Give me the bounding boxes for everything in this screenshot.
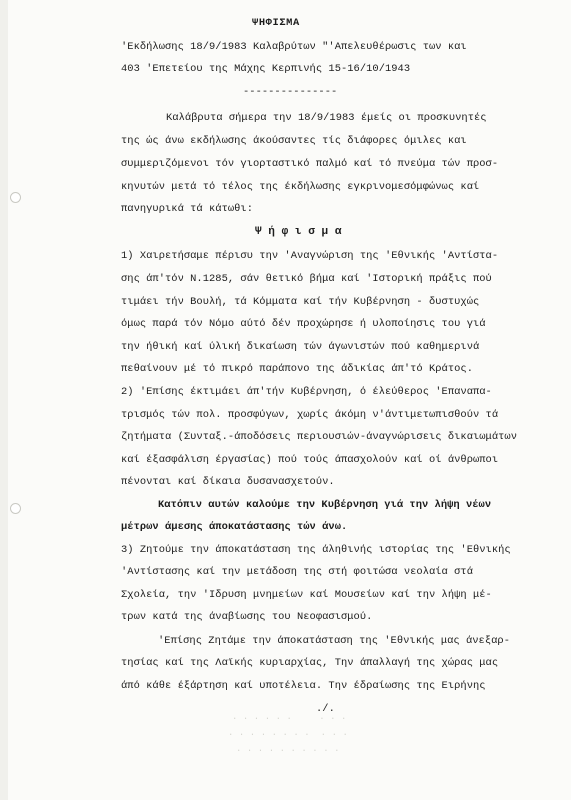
point-line: καί έξασφάλιση έργασίας) πού τούς άπασχολούν καί οί άνθρωποι [121,454,499,466]
final-line: άπό κάθε έξάρτηση καί υποτέλεια. Την έδραίωσης της Ειρήνης [121,680,486,692]
intro-line: κηνυτών μετά τό τέλος της έκδήλωσης εγκρινομεσόμφώνως καί [121,181,480,193]
point-line: όμως παρά τόν Νόμο αύτό δέν προχώρησε ή υλοποίησις του γιά [121,318,486,330]
point-line: 'Αντίστασης καί την μετάδοση της στή φοιτώσα νεολαία στά [121,566,473,578]
point-line: την ήθική καί ύλική δικαίωση τών άγωνιστών πού καθημερινά [121,341,480,353]
point-line: πεθαίνουν μέ τό πικρό παράπονο της άδικίας άπ'τό Κράτος. [121,363,473,375]
point-line: 3) Ζητούμε την άποκατάσταση της άληθινής ιστορίας της 'Εθνικής [121,544,511,556]
scan-edge [0,0,8,800]
point-line: 1) Χαιρετήσαμε πέρισυ την 'Αναγνώριση της 'Εθνικής 'Αντίστα- [121,250,499,262]
intro-line: της ώς άνω εκδήλωσης άκούσαντες τίς διάφορες όμιλες και [121,135,467,147]
intro-line: Καλάβρυτα σήμερα την 18/9/1983 έμείς οι προσκυνητές [166,112,487,124]
bleed-through-marks: · · · · · · · · · · · · · · · · · · · · · · · · · · · · · · [228,714,348,756]
point-line: τρισμός τών πολ. προσφύγων, χωρίς άκόμη ν'άντιμετωπισθούν τά [121,409,499,421]
continuation-mark: ./. [316,703,335,715]
point-line: τρων κατά της άναβίωσης του Νεοφασισμού. [121,611,373,623]
point-line: Σχολεία, την 'Ιδρυση μνημείων καί Μουσείων καί την λήψη μέ- [121,589,492,601]
final-line: τησίας καί της Λαϊκής κυριαρχίας, Την άπαλλαγή της χώρας μας [121,657,499,669]
final-line: 'Επίσης Ζητάμε την άποκατάσταση της 'Εθνικής μας άνεξαρ- [158,635,510,647]
intro-line: πανηγυρικά τά κάτωθι: [121,203,253,215]
point-line: 2) 'Επίσης έκτιμάει άπ'τήν Κυβέρνηση, ό έλεύθερος 'Επαναπα- [121,386,492,398]
point-line: τιμάει τήν Βουλή, τά Κόμματα καί τήν Κυβέρνηση - δυστυχώς [121,296,480,308]
punch-hole [10,192,21,203]
subheading-line: 403 'Επετείου της Μάχης Κερπινής 15-16/10/1943 [121,63,411,75]
intro-line: συμμεριζόμενοι τόν γιορταστικό παλμό καί τό πνεύμα τών προσ- [121,158,499,170]
punch-hole [10,503,21,514]
point-line: σης άπ'τόν Ν.1285, σάν θετικό βήμα καί 'Ιστορική πράξις πού [121,273,492,285]
subheading-line: 'Εκδήλωσης 18/9/1983 Καλαβρύτων "'Απελευθέρωσις των και [121,41,467,53]
appeal-line: Κατόπιν αυτών καλούμε την Κυβέρνηση γιά την λήψη νέων [158,499,492,511]
document-heading: ΨΗΦΙΣΜΑ [252,17,300,29]
resolution-title: Ψ ή φ ι σ μ α [255,226,342,238]
separator-line: --------------- [243,86,338,98]
point-line: πένονται καί δίκαια δυσανασχετούν. [121,476,335,488]
point-line: ζητήματα (Συνταξ.-άποδόσεις περιουσιών-άναγνώρισεις δικαιωμάτων [121,431,517,443]
appeal-line: μέτρων άμεσης άποκατάστασης τών άνω. [121,521,348,533]
